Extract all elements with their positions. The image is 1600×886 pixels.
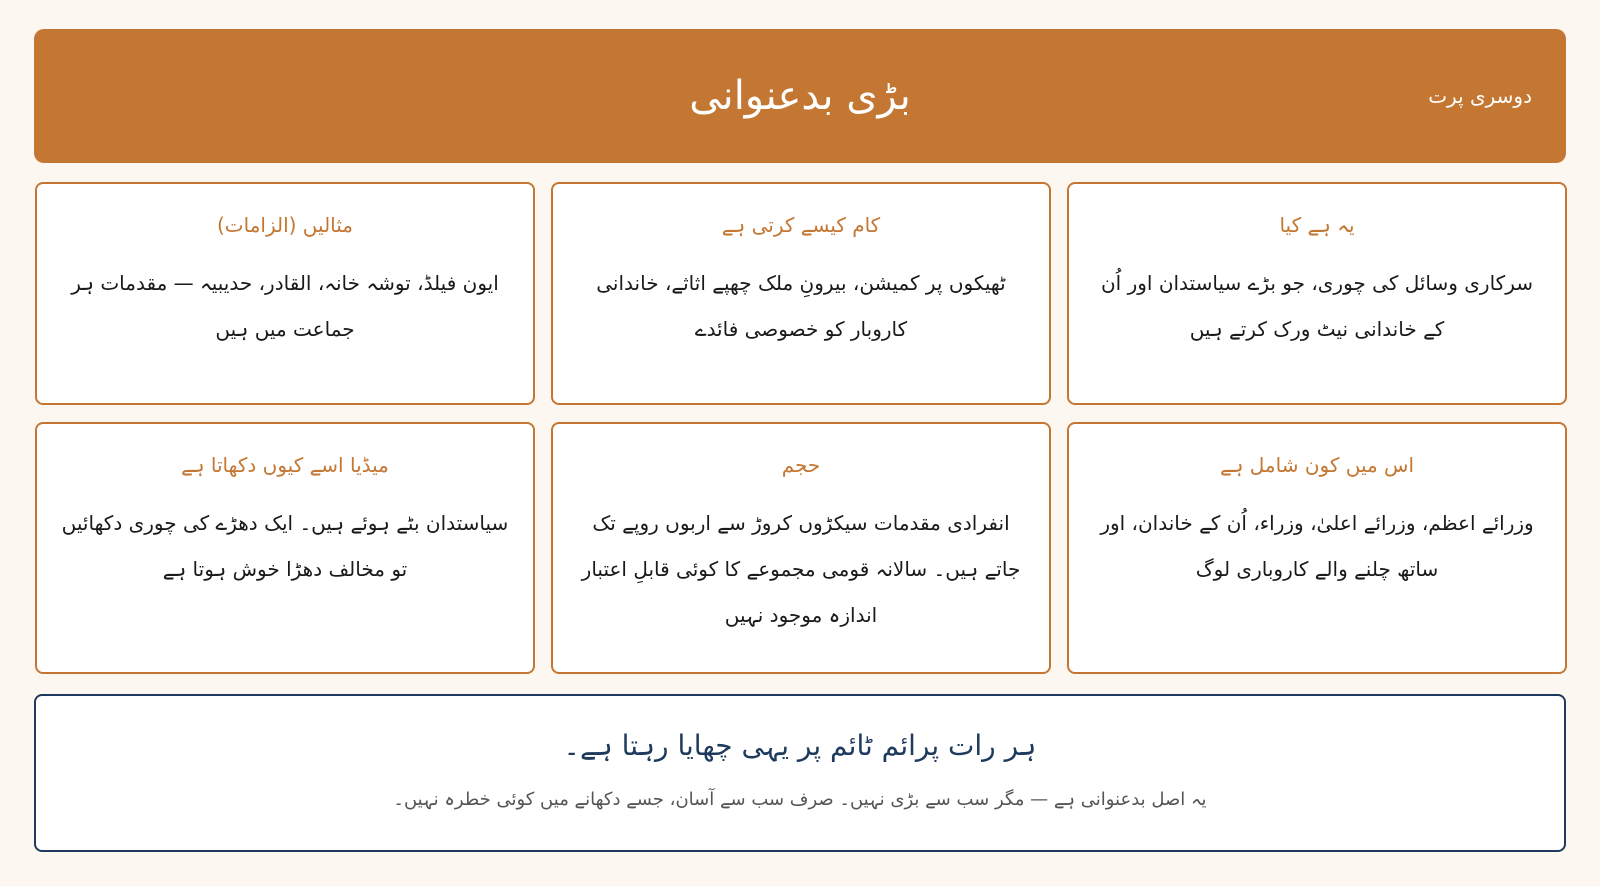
- card-title: حجم: [781, 453, 821, 477]
- card-title: مثالیں (الزامات): [216, 213, 354, 237]
- card-title: کام کیسے کرتی ہے: [721, 213, 881, 237]
- card-body: وزرائے اعظم، وزرائے اعلیٰ، وزراء، اُن کے خاندان، اور ساتھ چلنے والے کاروباری لوگ: [1100, 511, 1534, 581]
- card-examples: [35, 182, 535, 405]
- header-banner: [34, 29, 1566, 163]
- card-scale: [551, 422, 1051, 674]
- card-media-coverage: [35, 422, 535, 674]
- card-body: سرکاری وسائل کی چوری، جو بڑے سیاستدان اور اُن کے خاندانی نیٹ ورک کرتے ہیں: [1100, 271, 1533, 341]
- card-how-it-works: [551, 182, 1051, 405]
- layer-tag: دوسری پرت: [1428, 84, 1532, 108]
- card-body: انفرادی مقدمات سیکڑوں کروڑ سے اربوں روپے تک جاتے ہیں۔ سالانہ قومی مجموعے کا کوئی قابلِ اعتبار اندازہ موجود نہیں: [581, 511, 1021, 627]
- callout-headline: ہر رات پرائم ٹائم پر یہی چھایا رہتا ہے۔: [563, 729, 1037, 762]
- card-title: اس میں کون شامل ہے: [1219, 453, 1415, 477]
- card-body: ٹھیکوں پر کمیشن، بیرونِ ملک چھپے اثاثے، خاندانی کاروبار کو خصوصی فائدے: [596, 271, 1006, 341]
- callout-box: [34, 694, 1566, 852]
- card-body: سیاستدان بٹے ہوئے ہیں۔ ایک دھڑے کی چوری دکھائیں تو مخالف دھڑا خوش ہوتا ہے: [61, 511, 509, 581]
- card-title: یہ ہے کیا: [1279, 213, 1355, 237]
- card-what-is-it: [1067, 182, 1567, 405]
- callout-subtext: یہ اصل بدعنوانی ہے — مگر سب سے بڑی نہیں۔ صرف سب سے آسان، جسے دکھانے میں کوئی خطرہ نہیں۔: [393, 789, 1207, 810]
- card-title: میڈیا اسے کیوں دکھاتا ہے: [181, 453, 389, 477]
- card-body: ایون فیلڈ، توشہ خانہ، القادر، حدیبیہ — مقدمات ہر جماعت میں ہیں: [71, 271, 499, 341]
- page-title: بڑی بدعنوانی: [689, 73, 911, 119]
- card-who-is-involved: [1067, 422, 1567, 674]
